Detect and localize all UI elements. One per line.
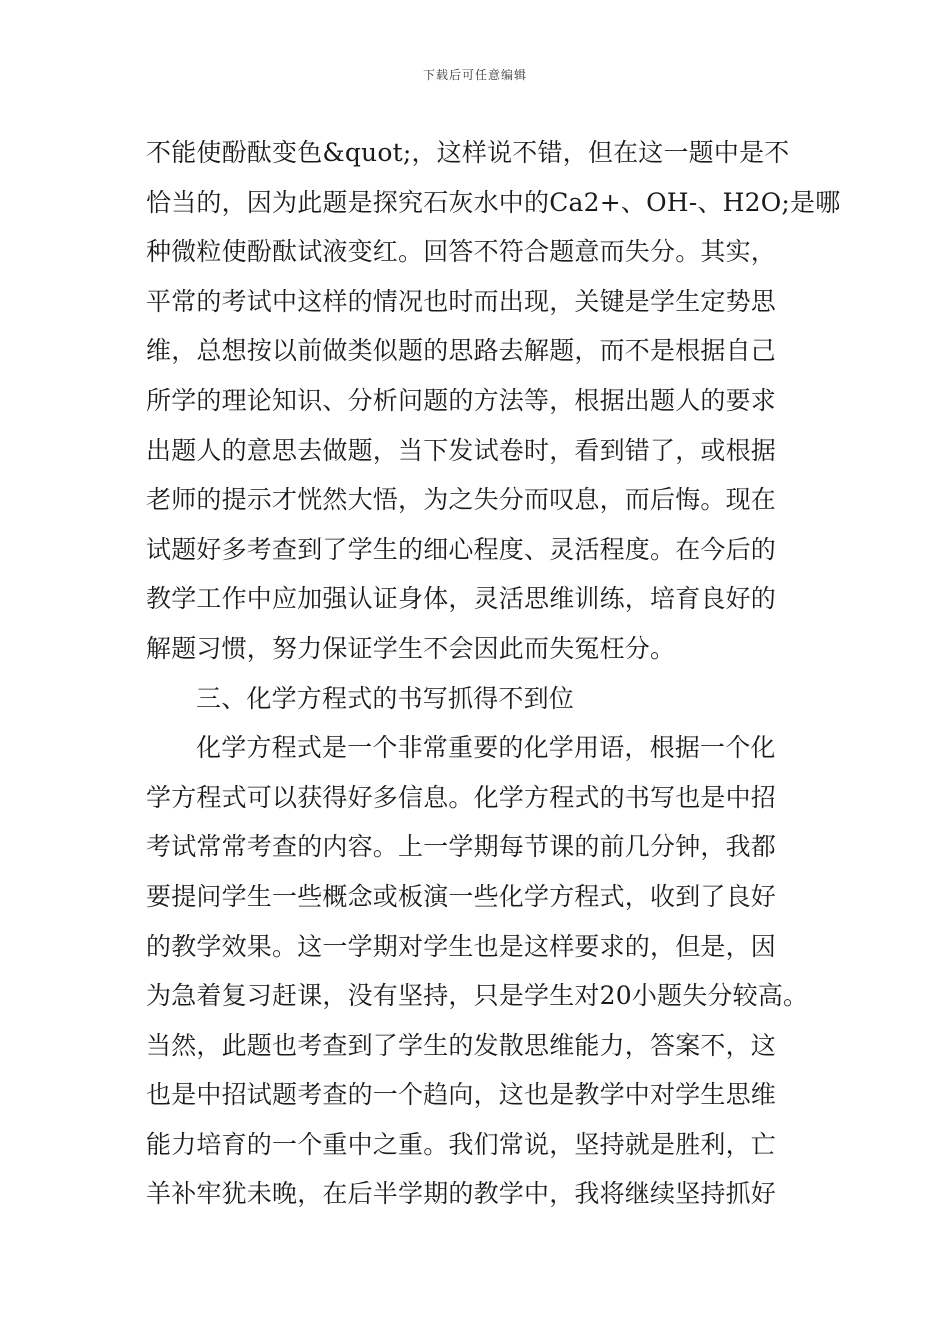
text-line: 当然，此题也考查到了学生的发散思维能力，答案不，这: [146, 1030, 777, 1060]
text-line: 教学工作中应加强认证身体，灵活思维训练，培育良好的: [146, 584, 777, 614]
text-line: 试题好多考查到了学生的细心程度、灵活程度。在今后的: [146, 534, 777, 564]
section-heading: 三、化学方程式的书写抓得不到位: [196, 683, 575, 713]
text-line: 为急着复习赶课，没有坚持，只是学生对20小题失分较高。: [146, 981, 809, 1011]
text-line: 考试常常考查的内容。上一学期每节课的前几分钟，我都: [146, 832, 777, 862]
page-header-note: 下载后可任意编辑: [422, 68, 527, 82]
text-line: 平常的考试中这样的情况也时而出现，关键是学生定势思: [146, 286, 777, 316]
text-line: 也是中招试题考查的一个趋向，这也是教学中对学生思维: [146, 1080, 777, 1110]
text-line: 要提问学生一些概念或板演一些化学方程式，收到了良好: [146, 881, 777, 911]
body-text: [146, 128, 846, 1219]
text-line: 羊补牢犹未晚，在后半学期的教学中，我将继续坚持抓好: [146, 1179, 777, 1209]
text-line: 所学的理论知识、分析问题的方法等，根据出题人的要求: [146, 385, 777, 415]
text-line: 的教学效果。这一学期对学生也是这样要求的，但是，因: [146, 931, 777, 961]
text-line: 学方程式可以获得好多信息。化学方程式的书写也是中招: [146, 782, 777, 812]
text-line: 出题人的意思去做题，当下发试卷时，看到错了，或根据: [146, 435, 777, 465]
text-line: 不能使酚酞变色&quot;，这样说不错，但在这一题中是不: [146, 138, 790, 167]
text-line: 恰当的，因为此题是探究石灰水中的Ca2+、OH-、H2O;是哪: [146, 187, 841, 217]
text-line: 解题习惯，努力保证学生不会因此而失冤枉分。: [146, 633, 676, 663]
text-line: 维，总想按以前做类似题的思路去解题，而不是根据自己: [146, 336, 777, 366]
text-line: 老师的提示才恍然大悟，为之失分而叹息，而后悔。现在: [146, 485, 777, 515]
paragraph-first-line: 化学方程式是一个非常重要的化学用语，根据一个化: [196, 733, 776, 763]
text-line: 种微粒使酚酞试液变红。回答不符合题意而失分。其实，: [146, 237, 777, 267]
text-line: 能力培育的一个重中之重。我们常说，坚持就是胜利，亡: [146, 1129, 777, 1159]
